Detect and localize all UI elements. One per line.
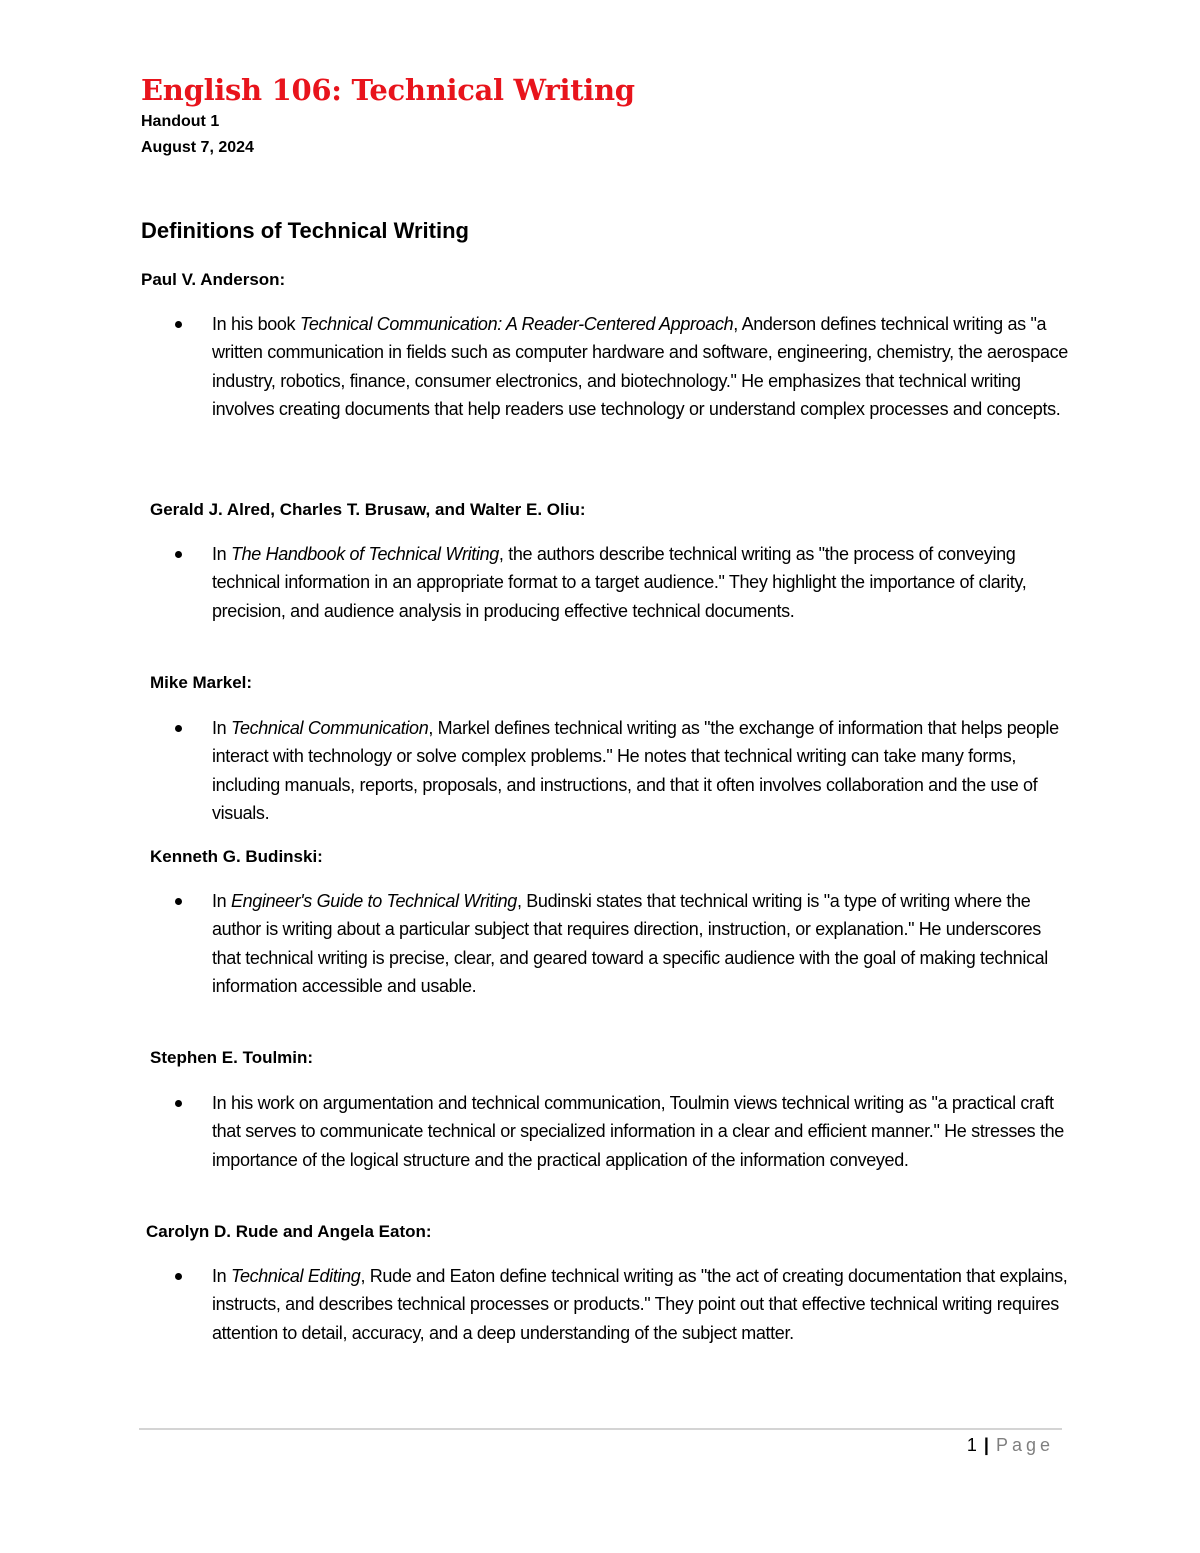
bullet-icon [175, 898, 182, 905]
definition-text [212, 310, 1072, 423]
handout-date: August 7, 2024 [141, 139, 254, 156]
definition-entry [212, 1262, 1072, 1347]
definition-text [212, 540, 1072, 625]
handout-label: Handout 1 [141, 113, 220, 130]
definition-body: , Anderson defines technical writing as "a written communication in fields such as computer hardware and software, engineering, chemistry, the aerospace industry, robotics, finance, consumer electronics, and biotechnology." He emphasizes that technical writing involves creating documents that help readers use technology or understand complex processes and concepts. [212, 314, 1068, 419]
definition-lead: In his work on argumentation and technical communication, Toulmin views technical writing as "a practical craft that serves to communicate technical or specialized information in a clear and efficient manner." He stresses the importance of the logical structure and the practical application of the information conveyed. [212, 1093, 1064, 1170]
page-label: Page [995, 1435, 1054, 1455]
work-title: Engineer's Guide to Technical Writing [230, 891, 517, 911]
definition-text [212, 1262, 1072, 1347]
author-heading: Stephen E. Toulmin: [150, 1048, 314, 1067]
bullet-icon [175, 1100, 182, 1107]
work-title: Technical Communication [230, 718, 429, 738]
definition-entry [212, 540, 1072, 625]
definition-lead: In [212, 891, 231, 911]
bullet-icon [175, 725, 182, 732]
definition-entry [212, 714, 1072, 827]
definition-lead: In [212, 544, 231, 564]
author-heading: Mike Markel: [150, 673, 253, 692]
author-heading: Paul V. Anderson: [141, 270, 286, 289]
page-footer [967, 1432, 1054, 1458]
definition-lead: In [212, 1266, 231, 1286]
work-title: The Handbook of Technical Writing [230, 544, 499, 564]
definition-body: , Budinski states that technical writing is "a type of writing where the author is writing about a particular subject that requires direction, instruction, or explanation." He underscores that technical writing is precise, clear, and geared toward a specific audience with the goal of making technical information accessible and usable. [212, 891, 1048, 996]
bullet-icon [175, 321, 182, 328]
document-title: English 106: Technical Writing [141, 73, 635, 107]
author-heading: Kenneth G. Budinski: [150, 847, 323, 866]
work-title: Technical Editing [230, 1266, 361, 1286]
definition-body: , Markel defines technical writing as "the exchange of information that helps people interact with technology or solve complex problems." He notes that technical writing can take many forms, including manuals, reports, proposals, and instructions, and that it often involves collaboration and the use of visuals. [212, 718, 1059, 823]
definition-lead: In his book [212, 314, 300, 334]
definition-text [212, 887, 1072, 1000]
definition-entry [212, 310, 1072, 423]
definition-lead: In [212, 718, 231, 738]
bullet-icon [175, 1273, 182, 1280]
bullet-icon [175, 551, 182, 558]
footer-separator: | [983, 1435, 989, 1455]
definition-text [212, 1089, 1072, 1174]
footer-divider [139, 1428, 1062, 1430]
author-heading: Gerald J. Alred, Charles T. Brusaw, and Walter E. Oliu: [150, 500, 586, 519]
definition-body: , the authors describe technical writing as "the process of conveying technical information in an appropriate format to a target audience." They highlight the importance of clarity, precision, and audience analysis in producing effective technical documents. [212, 544, 1027, 621]
definition-entry [212, 1089, 1072, 1174]
section-heading: Definitions of Technical Writing [141, 218, 469, 243]
definition-text [212, 714, 1072, 827]
author-heading: Carolyn D. Rude and Angela Eaton: [146, 1222, 432, 1241]
work-title: Technical Communication: A Reader-Centered Approach [299, 314, 734, 334]
page-number: 1 [966, 1435, 977, 1455]
definition-entry [212, 887, 1072, 1000]
definition-body: , Rude and Eaton define technical writing as "the act of creating documentation that explains, instructs, and describes technical processes or products." They point out that effective technical writing requires attention to detail, accuracy, and a deep understanding of the subject matter. [212, 1266, 1068, 1343]
